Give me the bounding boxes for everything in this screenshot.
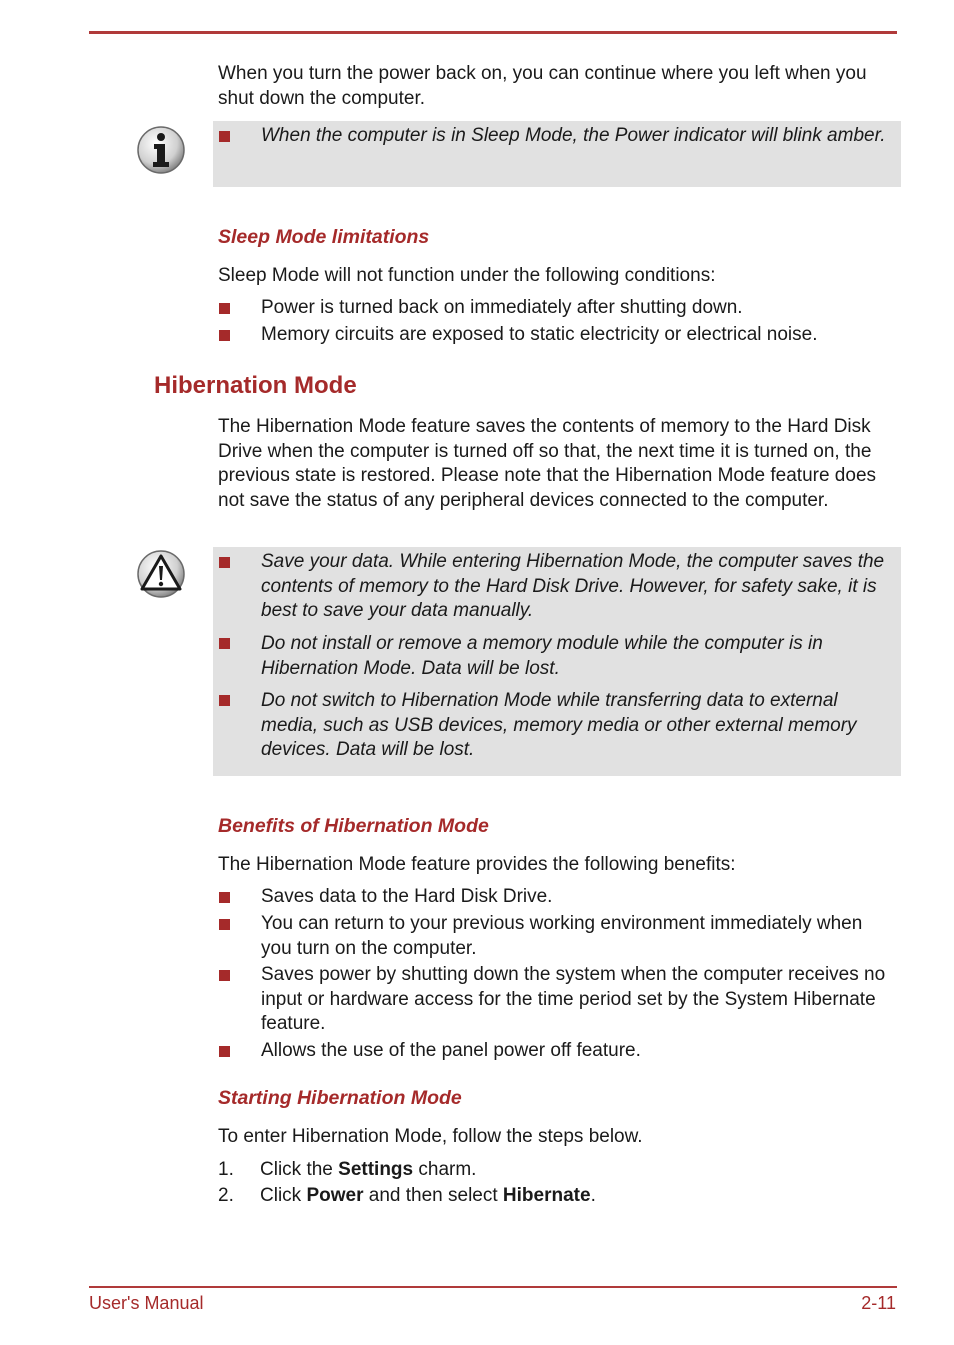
list-item: Saves data to the Hard Disk Drive. — [261, 886, 553, 907]
list-item: Saves power by shutting down the system when the computer receives no input or hardware access for the time period set by the System Hibernate feature. — [261, 964, 886, 1034]
step-number: 2. — [218, 1185, 234, 1206]
list-item: Allows the use of the panel power off feature. — [261, 1040, 641, 1061]
list-item: Power is turned back on immediately after shutting down. — [261, 297, 743, 318]
footer-rule — [89, 1286, 897, 1288]
benefits-heading: Benefits of Hibernation Mode — [218, 815, 489, 837]
bullet-marker — [219, 919, 230, 930]
page-number: 2-11 — [861, 1293, 896, 1313]
step-number: 1. — [218, 1159, 234, 1180]
info-note — [213, 121, 901, 187]
info-icon — [136, 125, 186, 175]
warning-icon — [136, 549, 186, 599]
bullet-marker — [219, 131, 230, 142]
hibernation-mode-heading: Hibernation Mode — [154, 372, 357, 399]
header-rule — [89, 31, 897, 34]
starting-lead: To enter Hibernation Mode, follow the steps below. — [218, 1126, 643, 1147]
bullet-marker — [219, 303, 230, 314]
bullet-marker — [219, 638, 230, 649]
sleep-limitations-lead: Sleep Mode will not function under the following conditions: — [218, 265, 716, 286]
step-2: Click Power and then select Hibernate. — [260, 1185, 596, 1206]
bullet-marker — [219, 892, 230, 903]
hibernation-body: The Hibernation Mode feature saves the contents of memory to the Hard Disk Drive when the computer is turned off so that, the next time it is turned on, the previous state is restored. Please note that the Hibernation Mode feature does not save the status of any peripheral devices connected to the computer. — [218, 416, 877, 511]
bullet-marker — [219, 695, 230, 706]
warning-note — [213, 547, 901, 776]
bullet-marker — [219, 557, 230, 568]
footer-manual-title: User's Manual — [89, 1293, 204, 1313]
warning-item: Do not install or remove a memory module while the computer is in Hibernation Mode. Data will be lost. — [261, 633, 823, 679]
warning-item: Save your data. While entering Hibernation Mode, the computer saves the contents of memory to the Hard Disk Drive. However, for safety sake, it is best to save your data manually. — [261, 551, 885, 621]
starting-heading: Starting Hibernation Mode — [218, 1087, 462, 1109]
bullet-marker — [219, 1046, 230, 1057]
benefits-lead: The Hibernation Mode feature provides the following benefits: — [218, 854, 736, 875]
warning-item: Do not switch to Hibernation Mode while transferring data to external media, such as USB devices, memory media or other external memory devices. Data will be lost. — [261, 690, 857, 760]
info-note-text: When the computer is in Sleep Mode, the Power indicator will blink amber. — [261, 125, 886, 146]
step-1: Click the Settings charm. — [260, 1159, 477, 1180]
sleep-limitations-heading: Sleep Mode limitations — [218, 226, 430, 248]
list-item: Memory circuits are exposed to static electricity or electrical noise. — [261, 324, 818, 345]
list-item: You can return to your previous working environment immediately when you turn on the computer. — [261, 913, 863, 959]
intro-paragraph: When you turn the power back on, you can continue where you left when you shut down the computer. — [218, 63, 867, 109]
bullet-marker — [219, 330, 230, 341]
bullet-marker — [219, 970, 230, 981]
